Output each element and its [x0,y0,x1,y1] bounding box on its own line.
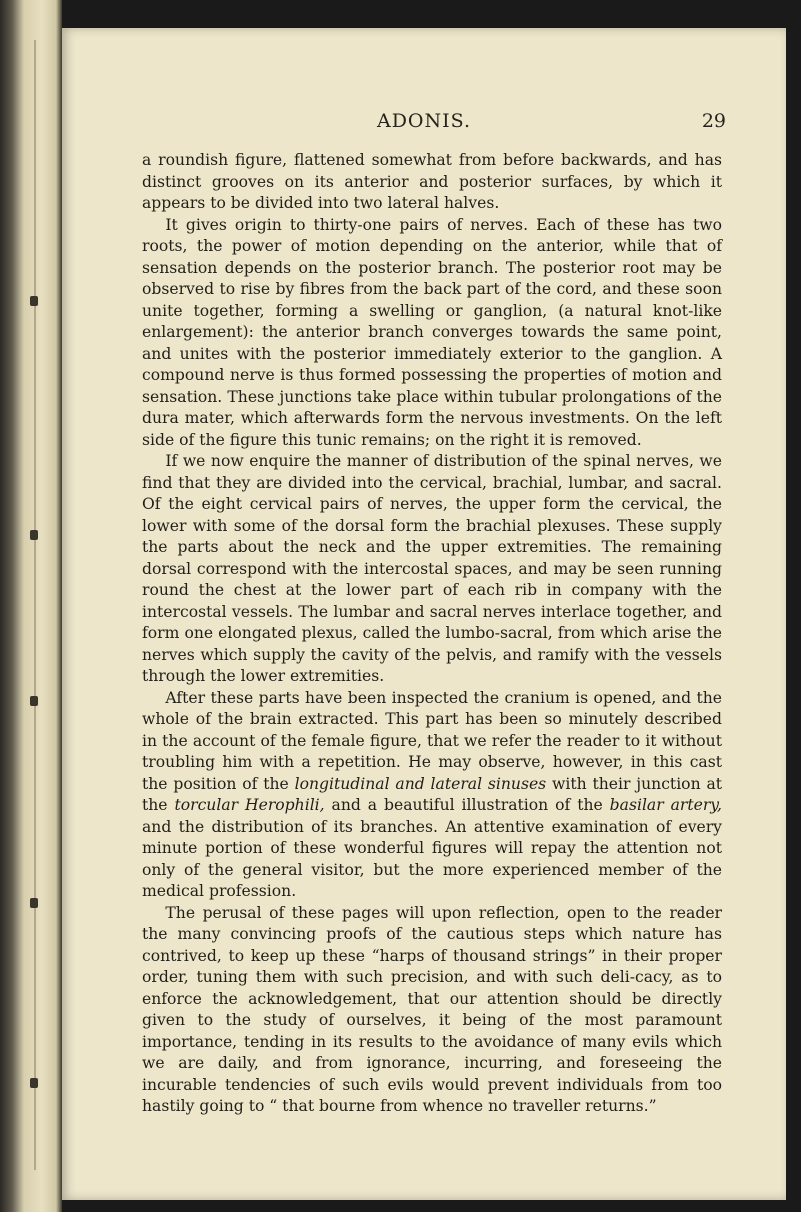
italic-term: longitudinal and lateral sinuses [294,774,547,793]
paragraph: The perusal of these pages will upon reflection, open to the reader the many convincing proofs of the cautious steps which nature has contrived, to keep up these “harps of thousand strings” in their proper order, tuning them with such precision, and with such deli-cacy, as to enforce the acknowledgement, that our attention should be directly given to the study of ourselves, it being of the most paramount importance, tending in its results to the avoidance of many evils which we are daily, and from ignorance, incurring, and foreseeing the incurable tendencies of such evils would prevent individuals from too hastily going to “ that bourne from whence no traveller returns.” [142,903,722,1115]
edge-mark [30,898,38,908]
italic-term: torcular Herophili, [174,796,325,814]
text-run: with their junction at the [142,774,723,814]
binding-edge-line [34,40,36,1170]
edge-mark [30,696,38,706]
paragraph: If we now enquire the manner of distribution of the spinal nerves, we find that they are divided into the cervical, brachial, lumbar, and sacral. Of the eight cervical pairs of nerves, the upper form the cervical, the lower with some of the dorsal form the brachial plexuses. These supply the parts about the neck and the upper extremities. The remaining dorsal correspond with the intercostal spaces, and may be seen running round the chest at the lower part of each rib in company with the intercostal vessels. The lumbar and sacral nerves interlace together, and form one elongated plexus, called the lumbo-sacral, from which arise the nerves which supply the cavity of the pelvis, and ramify with the vessels through the lower extremities. [142,452,722,685]
body-text [142,150,722,1150]
italic-term: basilar artery, [609,796,722,814]
edge-mark [30,296,38,306]
edge-mark [30,1078,38,1088]
book-page [62,28,786,1200]
book-binding [0,0,62,1212]
text-run: After these parts have been inspected the cranium is opened, and the whole of the brain extracted. This part has been so minutely described in the account of the female figure, that we refer the reader to it without troubling him with a repetition. He may observe, however, in this cast the position of the [142,688,722,793]
text-run: and a beautiful illustration of the [324,796,610,814]
edge-mark [30,530,38,540]
paragraph: a roundish figure, flattened somewhat from before backwards, and has distinct grooves on its anterior and posterior surfaces, by which it appears to be divided into two lateral halves. [142,151,722,212]
paragraph: It gives origin to thirty-one pairs of nerves. Each of these has two roots, the power of motion depending on the anterior, while that of sensation depends on the posterior branch. The posterior root may be observed to rise by fibres from the back part of the cord, and these soon unite together, forming a swelling or ganglion, (a natural knot-like enlargement): the anterior branch converges towards the same point, and unites with the posterior immediately exterior to the ganglion. A compound nerve is thus formed possessing the properties of motion and sensation. These junctions take place within tubular prolongations of the dura mater, which afterwards form the nervous investments. On the left side of the figure this tunic remains; on the right it is removed. [142,215,722,449]
paragraph [142,688,722,903]
page-number: 29 [701,110,726,132]
text-run: and the distribution of its branches. An attentive examination of every minute portion of these wonderful figures will repay the attention not only of the general visitor, but the more experienced member of the medical profession. [142,817,722,900]
running-head [62,110,786,138]
page-title: ADONIS. [376,110,472,132]
